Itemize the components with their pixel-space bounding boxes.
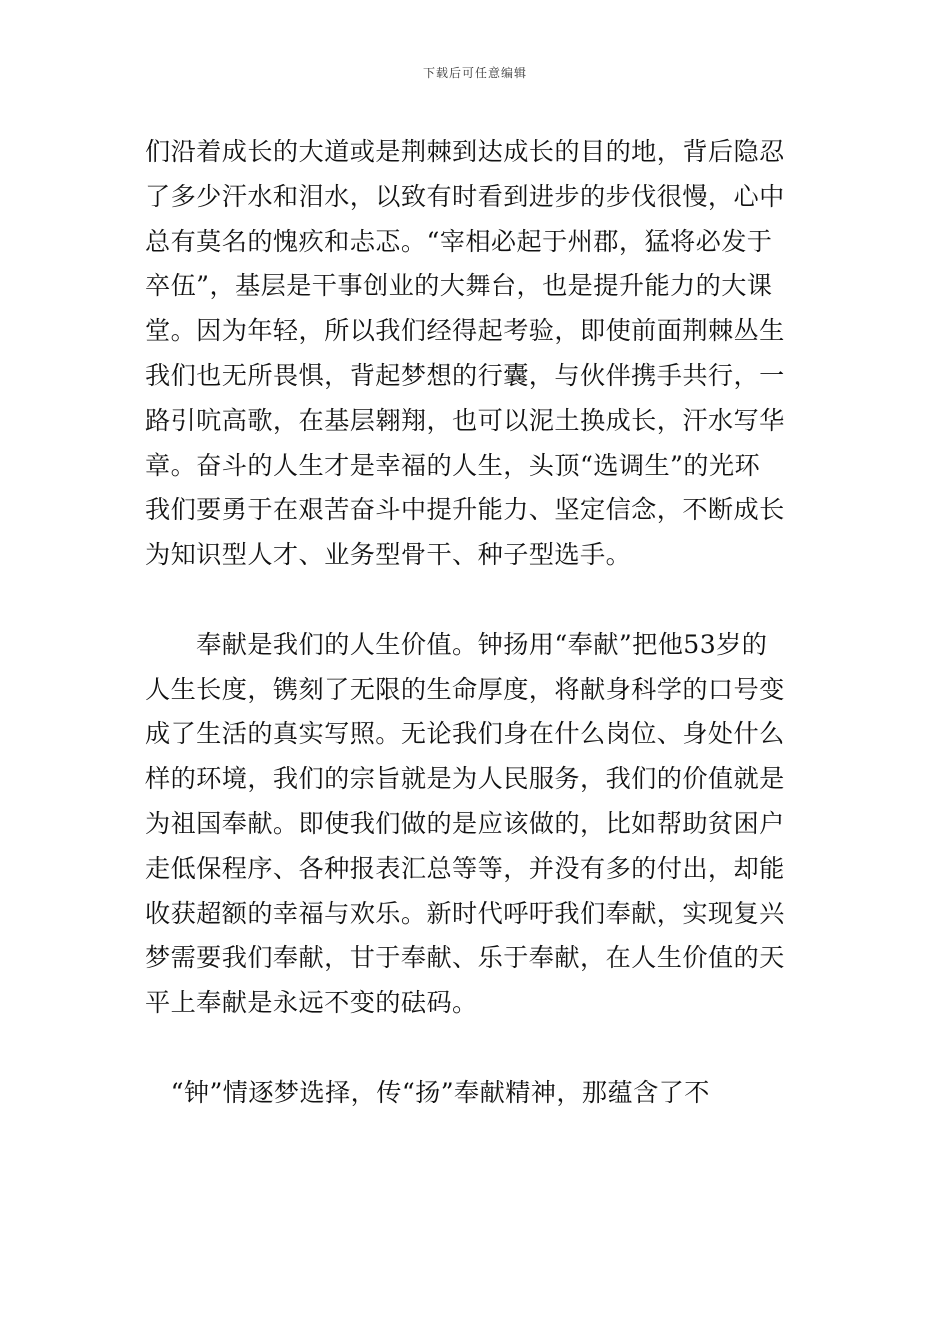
text-line: 样的环境，我们的宗旨就是为人民服务，我们的价值就是 (145, 764, 785, 794)
paragraph-3 (145, 1071, 807, 1116)
paragraph-spacer (145, 1026, 807, 1071)
text-line: 章。奋斗的人生才是幸福的人生，头顶“选调生”的光环 (145, 450, 761, 480)
text-line: 走低保程序、各种报表汇总等等，并没有多的付出，却能 (145, 853, 785, 883)
page-header: 下载后可任意编辑 (422, 66, 527, 80)
text-line: 平上奉献是永远不变的砝码。 (145, 988, 478, 1018)
text-line: 奉献是我们的人生价值。钟扬用“奉献”把他53岁的 (145, 629, 768, 659)
text-line: 堂。因为年轻，所以我们经得起考验，即使前面荆棘丛生 (145, 316, 785, 346)
paragraph-1 (145, 130, 807, 578)
paragraph-2 (145, 623, 807, 1026)
text-line: 总有莫名的愧疚和忐忑。“宰相必起于州郡，猛将必发于 (145, 226, 773, 256)
text-line: 成了生活的真实写照。无论我们身在什么岗位、身处什么 (145, 719, 785, 749)
text-line: 梦需要我们奉献，甘于奉献、乐于奉献，在人生价值的天 (145, 943, 785, 973)
text-line: 路引吭高歌，在基层翱翔，也可以泥土换成长，汗水写华 (145, 405, 785, 435)
text-line: 我们要勇于在艰苦奋斗中提升能力、坚定信念，不断成长 (145, 495, 785, 525)
paragraph-spacer (145, 578, 807, 623)
text-line: 了多少汗水和泪水，以致有时看到进步的步伐很慢，心中 (145, 181, 785, 211)
text-line: 为祖国奉献。即使我们做的是应该做的，比如帮助贫困户 (145, 808, 785, 838)
text-line: 们沿着成长的大道或是荆棘到达成长的目的地，背后隐忍 (145, 137, 785, 166)
text-line: “钟”情逐梦选择，传“扬”奉献精神，那蕴含了不 (145, 1077, 710, 1107)
text-line: 为知识型人才、业务型骨干、种子型选手。 (145, 540, 632, 570)
text-line: 卒伍”，基层是干事创业的大舞台，也是提升能力的大课 (145, 271, 773, 301)
text-line: 收获超额的幸福与欢乐。新时代呼吁我们奉献，实现复兴 (145, 898, 785, 928)
text-line: 人生长度，镌刻了无限的生命厚度，将献身科学的口号变 (145, 674, 785, 704)
text-line: 我们也无所畏惧，背起梦想的行囊，与伙伴携手共行，一 (145, 360, 785, 390)
document-body (145, 130, 807, 1116)
